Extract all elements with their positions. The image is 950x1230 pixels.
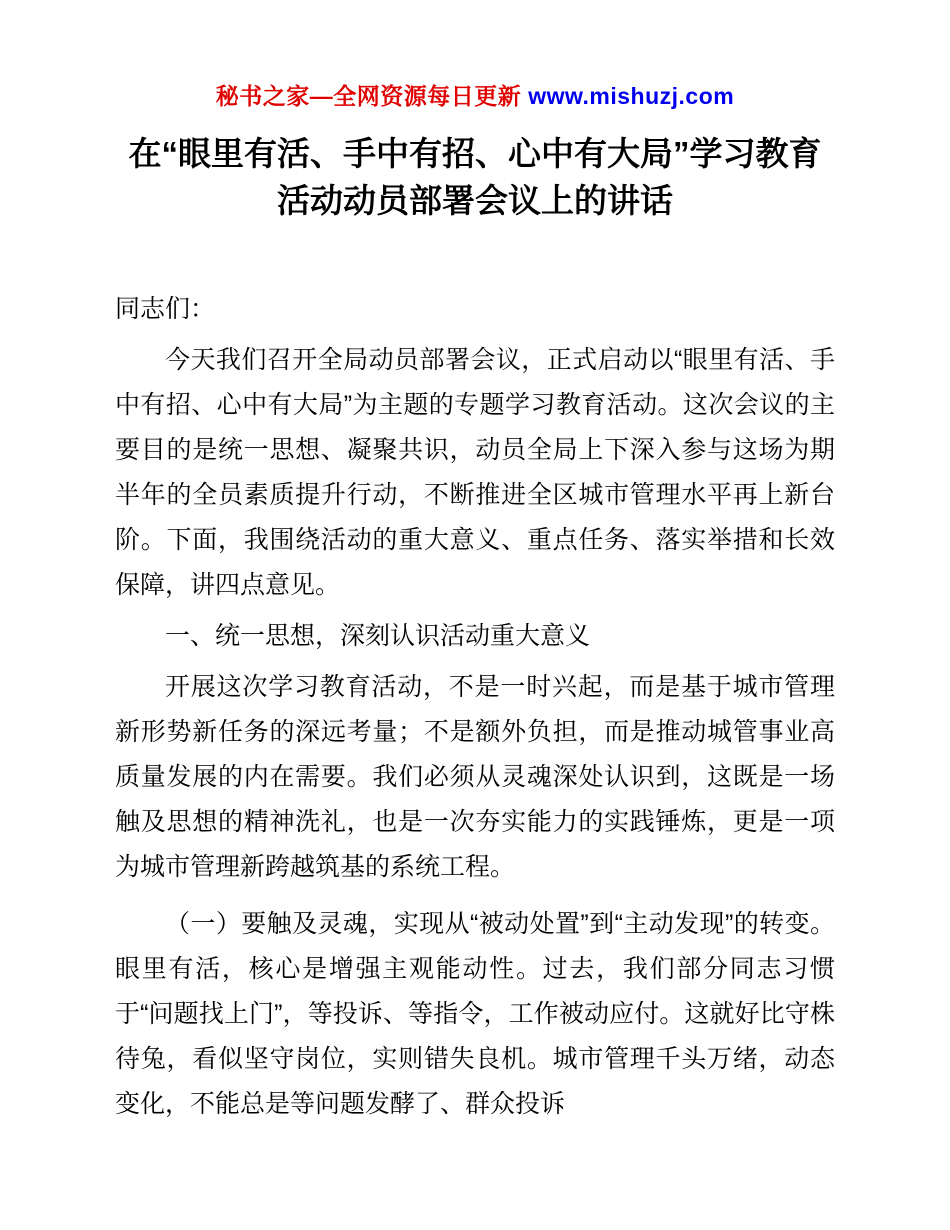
site-tagline: —全网资源每日更新 [309, 83, 529, 109]
site-header [115, 78, 835, 111]
paragraph-point-1: （一）要触及灵魂，实现从“被动处置”到“主动发现”的转变。眼里有活，核心是增强主观能动性。过去，我们部分同志习惯于“问题找上门”，等投诉、等指令，工作被动应付。这就好比守株待兔，看似坚守岗位，实则错失良机。城市管理千头万绪，动态变化，不能总是等问题发酵了、群众投诉 [115, 909, 835, 1118]
section-heading-1: 一、统一思想，深刻认识活动重大意义 [165, 621, 591, 650]
salutation: 同志们： [115, 294, 216, 323]
site-url-link[interactable]: www.mishuzj.com [528, 83, 735, 109]
site-name: 秘书之家 [215, 83, 310, 109]
paragraph-significance: 开展这次学习教育活动，不是一时兴起，而是基于城市管理新形势新任务的深远考量；不是额外负担，而是推动城管事业高质量发展的内在需要。我们必须从灵魂深处认识到，这既是一场触及思想的精神洗礼，也是一次夯实能力的实践锤炼，更是一项为城市管理新跨越筑基的系统工程。 [115, 672, 835, 881]
document-title: 在“眼里有活、手中有招、心中有大局”学习教育活动动员部署会议上的讲话 [128, 135, 822, 219]
paragraph-intro: 今天我们召开全局动员部署会议，正式启动以“眼里有活、手中有招、心中有大局”为主题的专题学习教育活动。这次会议的主要目的是统一思想、凝聚共识，动员全局上下深入参与这场为期半年的全员素质提升行动，不断推进全区城市管理水平再上新台阶。下面，我围绕活动的重大意义、重点任务、落实举措和长效保障，讲四点意见。 [115, 345, 835, 599]
